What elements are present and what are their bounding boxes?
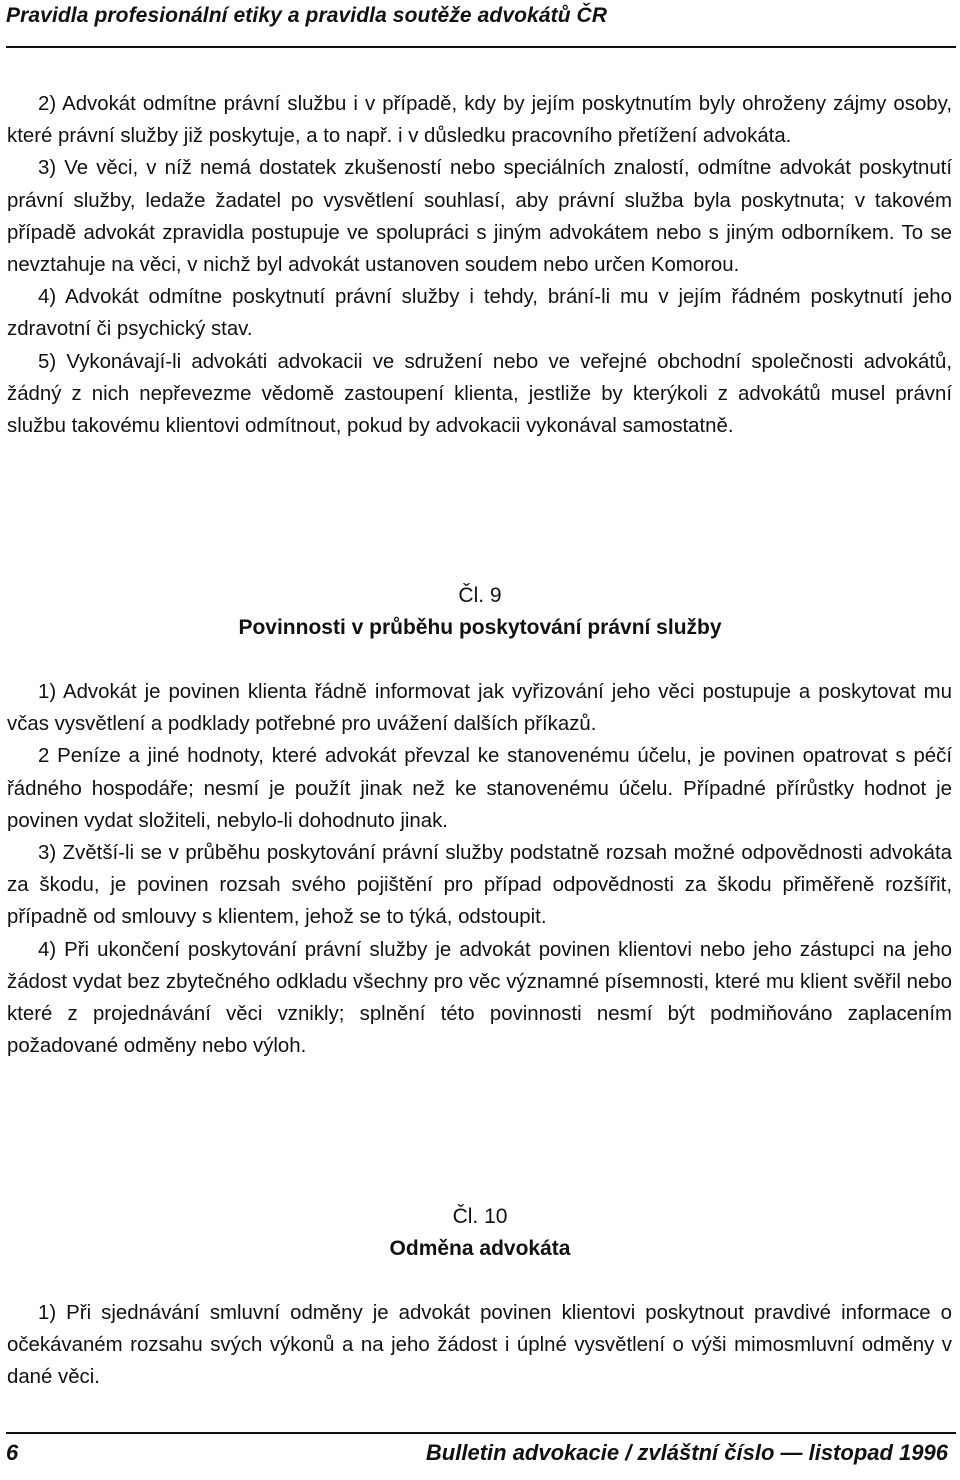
- article-10-number: Čl. 10: [452, 1205, 508, 1228]
- paragraph-8-5: 5) Vykonávají-li advokáti advokacii ve sdružení nebo ve veřejné obchodní společnosti advokátů, žádný z nich nepřevezme vědomě zastoupení klienta, jestliže by kterýkoli z advokátů musel právní službu takovému klientovi odmítnout, pokud by advokacii vykonával samostatně.: [7, 350, 952, 438]
- continuation-section: [7, 88, 952, 442]
- paragraph-9-3: 3) Zvětší-li se v průběhu poskytování právní služby podstatně rozsah možné odpovědnosti advokáta za škodu, je povinen rozsah svého pojištění pro případ odpovědnosti za škodu přiměřeně rozšířit, případně od smlouvy s klientem, jehož se to týká, odstoupit.: [7, 842, 952, 929]
- article-10-heading: [0, 1201, 960, 1265]
- article-10-title: Odměna advokáta: [389, 1237, 571, 1260]
- article-9-number: Čl. 9: [458, 584, 502, 607]
- paragraph-8-3: 3) Ve věci, v níž nemá dostatek zkušeností nebo speciálních znalostí, odmítne advokát poskytnutí právní služby, ledaže žadatel po vysvětlení souhlasí, aby právní služba byla poskytnuta; v takovém případě advokát zpravidla postupuje ve spolupráci s jiným advokátem nebo s jiným odborníkem. To se nevztahuje na věci, v nichž byl advokát ustanoven soudem nebo určen Komorou.: [7, 157, 952, 277]
- article-10-body: [7, 1297, 952, 1394]
- article-9-title: Povinnosti v průběhu poskytování právní služby: [238, 616, 722, 639]
- paragraph-9-2: 2 Peníze a jiné hodnoty, které advokát převzal ke stanovenému účelu, je povinen opatrovat s péčí řádného hospodáře; nesmí je použít jinak než ke stanovenému účelu. Případné přírůstky hodnot je povinen vydat složiteli, nebylo-li dohodnuto jinak.: [7, 745, 952, 832]
- paragraph-8-4: 4) Advokát odmítne poskytnutí právní služby i tehdy, brání-li mu v jejím řádném poskytnutí jeho zdravotní či psychický stav.: [7, 286, 952, 341]
- paragraph-9-1: 1) Advokát je povinen klienta řádně informovat jak vyřizování jeho věci postupuje a poskytovat mu včas vysvětlení a podklady potřebné pro uvážení dalších příkazů.: [7, 681, 952, 736]
- article-9-heading: [0, 580, 960, 644]
- paragraph-9-4: 4) Při ukončení poskytování právní služby je advokát povinen klientovi nebo jeho zástupci na jeho žádost vydat bez zbytečného odkladu všechny pro věc významné písemnosti, které mu klient svěřil nebo které z projednávání věci vznikly; splnění této povinnosti nesmí být podmiňováno zaplacením požadované odměny nebo výloh.: [7, 938, 952, 1058]
- publication-title: Bulletin advokacie / zvláštní číslo — listopad 1996: [425, 1440, 948, 1465]
- header-rule: [6, 46, 956, 48]
- paragraph-10-1: 1) Při sjednávání smluvní odměny je advokát povinen klientovi poskytnout pravdivé informace o očekávaném rozsahu svých výkonů a na jeho žádost i úplné vysvětlení o výši mimosmluvní odměny v dané věci.: [7, 1302, 952, 1389]
- running-header: Pravidla profesionální etiky a pravidla soutěže advokátů ČR: [6, 4, 608, 27]
- paragraph-8-2: 2) Advokát odmítne právní službu i v případě, kdy by jejím poskytnutím byly ohroženy zájmy osoby, které právní služby již poskytuje, a to např. i v důsledku pracovního přetížení advokáta.: [7, 93, 952, 148]
- article-9-body: [7, 676, 952, 1062]
- page-number: 6: [6, 1440, 19, 1465]
- footer-rule: [6, 1432, 956, 1434]
